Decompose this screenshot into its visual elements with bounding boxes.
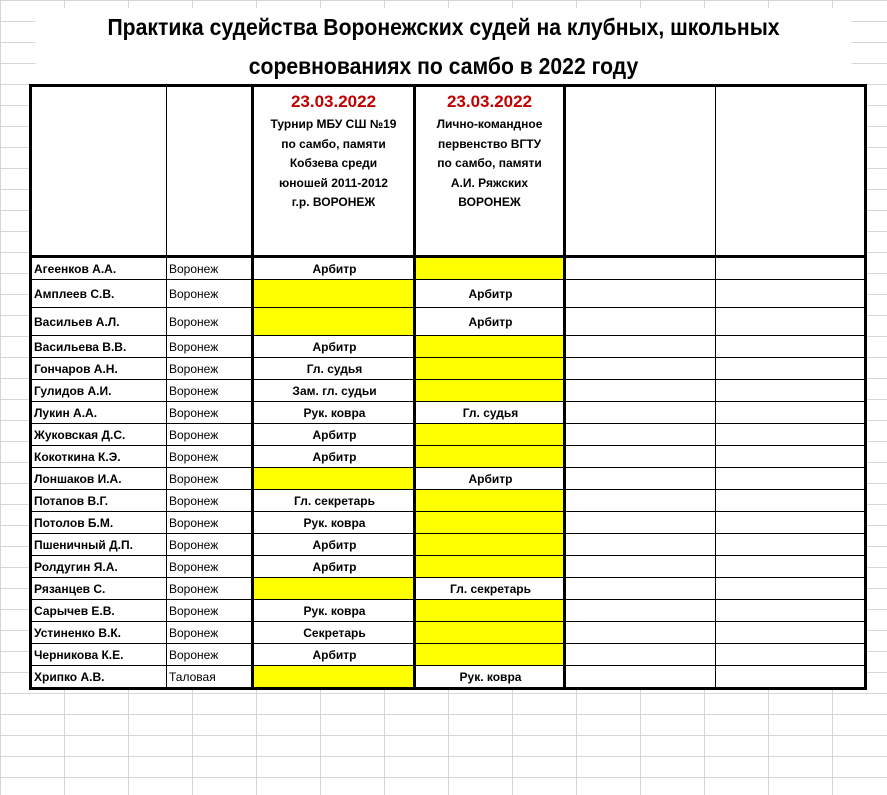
empty-cell[interactable] [565, 556, 716, 578]
event-1-role-cell[interactable]: Рук. ковра [253, 402, 415, 424]
table-row [31, 336, 866, 358]
event-2-line: первенство ВГТУ [437, 136, 542, 151]
event-2-role-cell[interactable] [415, 600, 565, 622]
empty-cell[interactable] [716, 490, 866, 512]
event-2-date: 23.03.2022 [446, 92, 533, 111]
empty-cell[interactable] [565, 468, 716, 490]
empty-cell[interactable] [565, 336, 716, 358]
judge-name-cell[interactable]: Потапов В.Г. [31, 490, 167, 512]
empty-cell[interactable] [565, 358, 716, 380]
judge-city-cell[interactable]: Воронеж [167, 358, 253, 380]
table-row [31, 424, 866, 446]
event-2-role-cell[interactable] [415, 490, 565, 512]
event-2-role-cell[interactable]: Арбитр [415, 280, 565, 308]
event-1-role-cell[interactable]: Арбитр [253, 534, 415, 556]
event-1-role-cell[interactable]: Гл. судья [253, 358, 415, 380]
table-row [31, 666, 866, 689]
empty-cell[interactable] [565, 534, 716, 556]
event-1-line: юношей 2011-2012 [279, 175, 388, 190]
table-row [31, 280, 866, 308]
title-line-1: Практика судейства Воронежских судей на клубных, школьных [35, 8, 851, 47]
empty-cell[interactable] [565, 578, 716, 600]
event-1-role-cell[interactable] [253, 578, 415, 600]
judge-city-cell[interactable]: Воронеж [167, 257, 253, 280]
judging-table [29, 84, 867, 690]
table-row [31, 512, 866, 534]
event-1-line: по самбо, памяти [281, 136, 386, 151]
event-2-role-cell[interactable] [415, 336, 565, 358]
judge-name-cell[interactable]: Гулидов А.И. [31, 380, 167, 402]
event-1-role-cell[interactable]: Арбитр [253, 556, 415, 578]
empty-cell[interactable] [716, 402, 866, 424]
table-row [31, 556, 866, 578]
judge-name-cell[interactable]: Жуковская Д.С. [31, 424, 167, 446]
table-row [31, 380, 866, 402]
event-1-role-cell[interactable]: Гл. секретарь [253, 490, 415, 512]
judge-city-cell[interactable]: Воронеж [167, 644, 253, 666]
title-line-2: соревнованиях по самбо в 2022 году [35, 47, 851, 86]
empty-cell[interactable] [565, 622, 716, 644]
judge-name-cell[interactable]: Кокоткина К.Э. [31, 446, 167, 468]
empty-cell[interactable] [716, 666, 866, 689]
event-2-header[interactable] [415, 86, 565, 257]
event-2-role-cell[interactable] [415, 380, 565, 402]
empty-cell[interactable] [565, 512, 716, 534]
event-1-role-cell[interactable] [253, 280, 415, 308]
empty-cell[interactable] [716, 512, 866, 534]
event-2-line: А.И. Ряжских [450, 175, 529, 190]
table-row [31, 578, 866, 600]
table-row [31, 490, 866, 512]
event-1-role-cell[interactable]: Зам. гл. судьи [253, 380, 415, 402]
judge-city-cell[interactable]: Воронеж [167, 622, 253, 644]
sheet-title [35, 8, 851, 86]
event-2-role-cell[interactable] [415, 644, 565, 666]
empty-cell[interactable] [716, 534, 866, 556]
judge-city-cell[interactable]: Воронеж [167, 380, 253, 402]
empty-cell[interactable] [716, 308, 866, 336]
empty-cell[interactable] [716, 600, 866, 622]
event-1-role-cell[interactable]: Арбитр [253, 336, 415, 358]
table-row [31, 622, 866, 644]
empty-cell[interactable] [565, 424, 716, 446]
event-2-role-cell[interactable] [415, 424, 565, 446]
event-2-line: по самбо, памяти [437, 156, 542, 170]
table-row [31, 257, 866, 280]
empty-cell[interactable] [716, 446, 866, 468]
empty-cell[interactable] [565, 446, 716, 468]
event-1-role-cell[interactable]: Рук. ковра [253, 600, 415, 622]
judge-city-cell[interactable]: Воронеж [167, 490, 253, 512]
event-1-role-cell[interactable] [253, 468, 415, 490]
empty-cell[interactable] [716, 358, 866, 380]
judge-city-cell[interactable]: Воронеж [167, 512, 253, 534]
judge-name-cell[interactable]: Васильева В.В. [31, 336, 167, 358]
judge-city-cell[interactable]: Воронеж [167, 534, 253, 556]
empty-cell[interactable] [716, 280, 866, 308]
empty-cell[interactable] [716, 336, 866, 358]
judge-name-cell[interactable]: Черникова К.Е. [31, 644, 167, 666]
judge-city-cell[interactable]: Воронеж [167, 402, 253, 424]
event-2-role-cell[interactable]: Рук. ковра [415, 666, 565, 689]
empty-header-cell[interactable] [565, 86, 716, 257]
event-1-role-cell[interactable]: Рук. ковра [253, 512, 415, 534]
header-cell-name[interactable] [31, 86, 167, 257]
table-row [31, 446, 866, 468]
judge-name-cell[interactable]: Рязанцев С. [31, 578, 167, 600]
judge-name-cell[interactable]: Ролдугин Я.А. [31, 556, 167, 578]
empty-cell[interactable] [716, 644, 866, 666]
event-1-role-cell[interactable] [253, 666, 415, 689]
event-1-header[interactable] [253, 86, 415, 257]
event-2-role-cell[interactable] [415, 622, 565, 644]
event-2-role-cell[interactable] [415, 446, 565, 468]
event-2-role-cell[interactable]: Арбитр [415, 468, 565, 490]
event-2-line: Лично-командное [436, 117, 543, 131]
judge-name-cell[interactable]: Гончаров А.Н. [31, 358, 167, 380]
judge-city-cell[interactable]: Воронеж [167, 600, 253, 622]
empty-cell[interactable] [716, 257, 866, 280]
judge-city-cell[interactable]: Воронеж [167, 578, 253, 600]
header-cell-city[interactable] [167, 86, 253, 257]
event-2-line: ВОРОНЕЖ [458, 195, 521, 209]
empty-cell[interactable] [565, 666, 716, 689]
judge-name-cell[interactable]: Сарычев Е.В. [31, 600, 167, 622]
event-1-role-cell[interactable]: Арбитр [253, 257, 415, 280]
event-1-role-cell[interactable]: Арбитр [253, 446, 415, 468]
table-row [31, 468, 866, 490]
event-2-role-cell[interactable] [415, 512, 565, 534]
empty-cell[interactable] [716, 556, 866, 578]
empty-cell[interactable] [565, 380, 716, 402]
empty-cell[interactable] [565, 644, 716, 666]
event-1-date: 23.03.2022 [290, 92, 377, 111]
event-1-role-cell[interactable] [253, 308, 415, 336]
table-row [31, 534, 866, 556]
event-1-role-cell[interactable]: Секретарь [253, 622, 415, 644]
empty-cell[interactable] [716, 578, 866, 600]
judge-city-cell[interactable]: Воронеж [167, 468, 253, 490]
event-2-role-cell[interactable]: Гл. секретарь [415, 578, 565, 600]
judge-name-cell[interactable]: Хрипко А.В. [31, 666, 167, 689]
judge-city-cell[interactable]: Воронеж [167, 446, 253, 468]
empty-cell[interactable] [565, 308, 716, 336]
empty-cell[interactable] [716, 424, 866, 446]
judge-city-cell[interactable]: Воронеж [167, 556, 253, 578]
empty-cell[interactable] [565, 402, 716, 424]
judge-city-cell[interactable]: Воронеж [167, 280, 253, 308]
event-2-role-cell[interactable] [415, 257, 565, 280]
judge-name-cell[interactable]: Потолов Б.М. [31, 512, 167, 534]
table-row [31, 600, 866, 622]
event-2-role-cell[interactable] [415, 556, 565, 578]
judge-city-cell[interactable]: Воронеж [167, 336, 253, 358]
judge-city-cell[interactable]: Таловая [167, 666, 253, 689]
judge-city-cell[interactable]: Воронеж [167, 424, 253, 446]
event-1-role-cell[interactable]: Арбитр [253, 644, 415, 666]
empty-cell[interactable] [716, 380, 866, 402]
judge-name-cell[interactable]: Пшеничный Д.П. [31, 534, 167, 556]
judge-name-cell[interactable]: Агеенков А.А. [31, 257, 167, 280]
event-1-line: Турнир МБУ СШ №19 [270, 117, 397, 131]
judge-city-cell[interactable]: Воронеж [167, 308, 253, 336]
empty-cell[interactable] [565, 600, 716, 622]
judge-name-cell[interactable]: Васильев А.Л. [31, 308, 167, 336]
table-row [31, 308, 866, 336]
table-row [31, 402, 866, 424]
header-row [31, 86, 866, 257]
judge-name-cell[interactable]: Амплеев С.В. [31, 280, 167, 308]
empty-cell[interactable] [716, 622, 866, 644]
judge-name-cell[interactable]: Устиненко В.К. [31, 622, 167, 644]
judge-name-cell[interactable]: Лоншаков И.А. [31, 468, 167, 490]
event-1-line: г.р. ВОРОНЕЖ [291, 195, 376, 209]
event-2-role-cell[interactable]: Арбитр [415, 308, 565, 336]
empty-cell[interactable] [565, 490, 716, 512]
event-1-line: Кобзева среди [289, 156, 378, 170]
judge-name-cell[interactable]: Лукин А.А. [31, 402, 167, 424]
empty-cell[interactable] [716, 468, 866, 490]
event-2-role-cell[interactable]: Гл. судья [415, 402, 565, 424]
event-2-role-cell[interactable] [415, 358, 565, 380]
table-row [31, 644, 866, 666]
empty-cell[interactable] [565, 257, 716, 280]
event-1-role-cell[interactable]: Арбитр [253, 424, 415, 446]
empty-cell[interactable] [565, 280, 716, 308]
event-2-role-cell[interactable] [415, 534, 565, 556]
table-row [31, 358, 866, 380]
empty-header-cell[interactable] [716, 86, 866, 257]
